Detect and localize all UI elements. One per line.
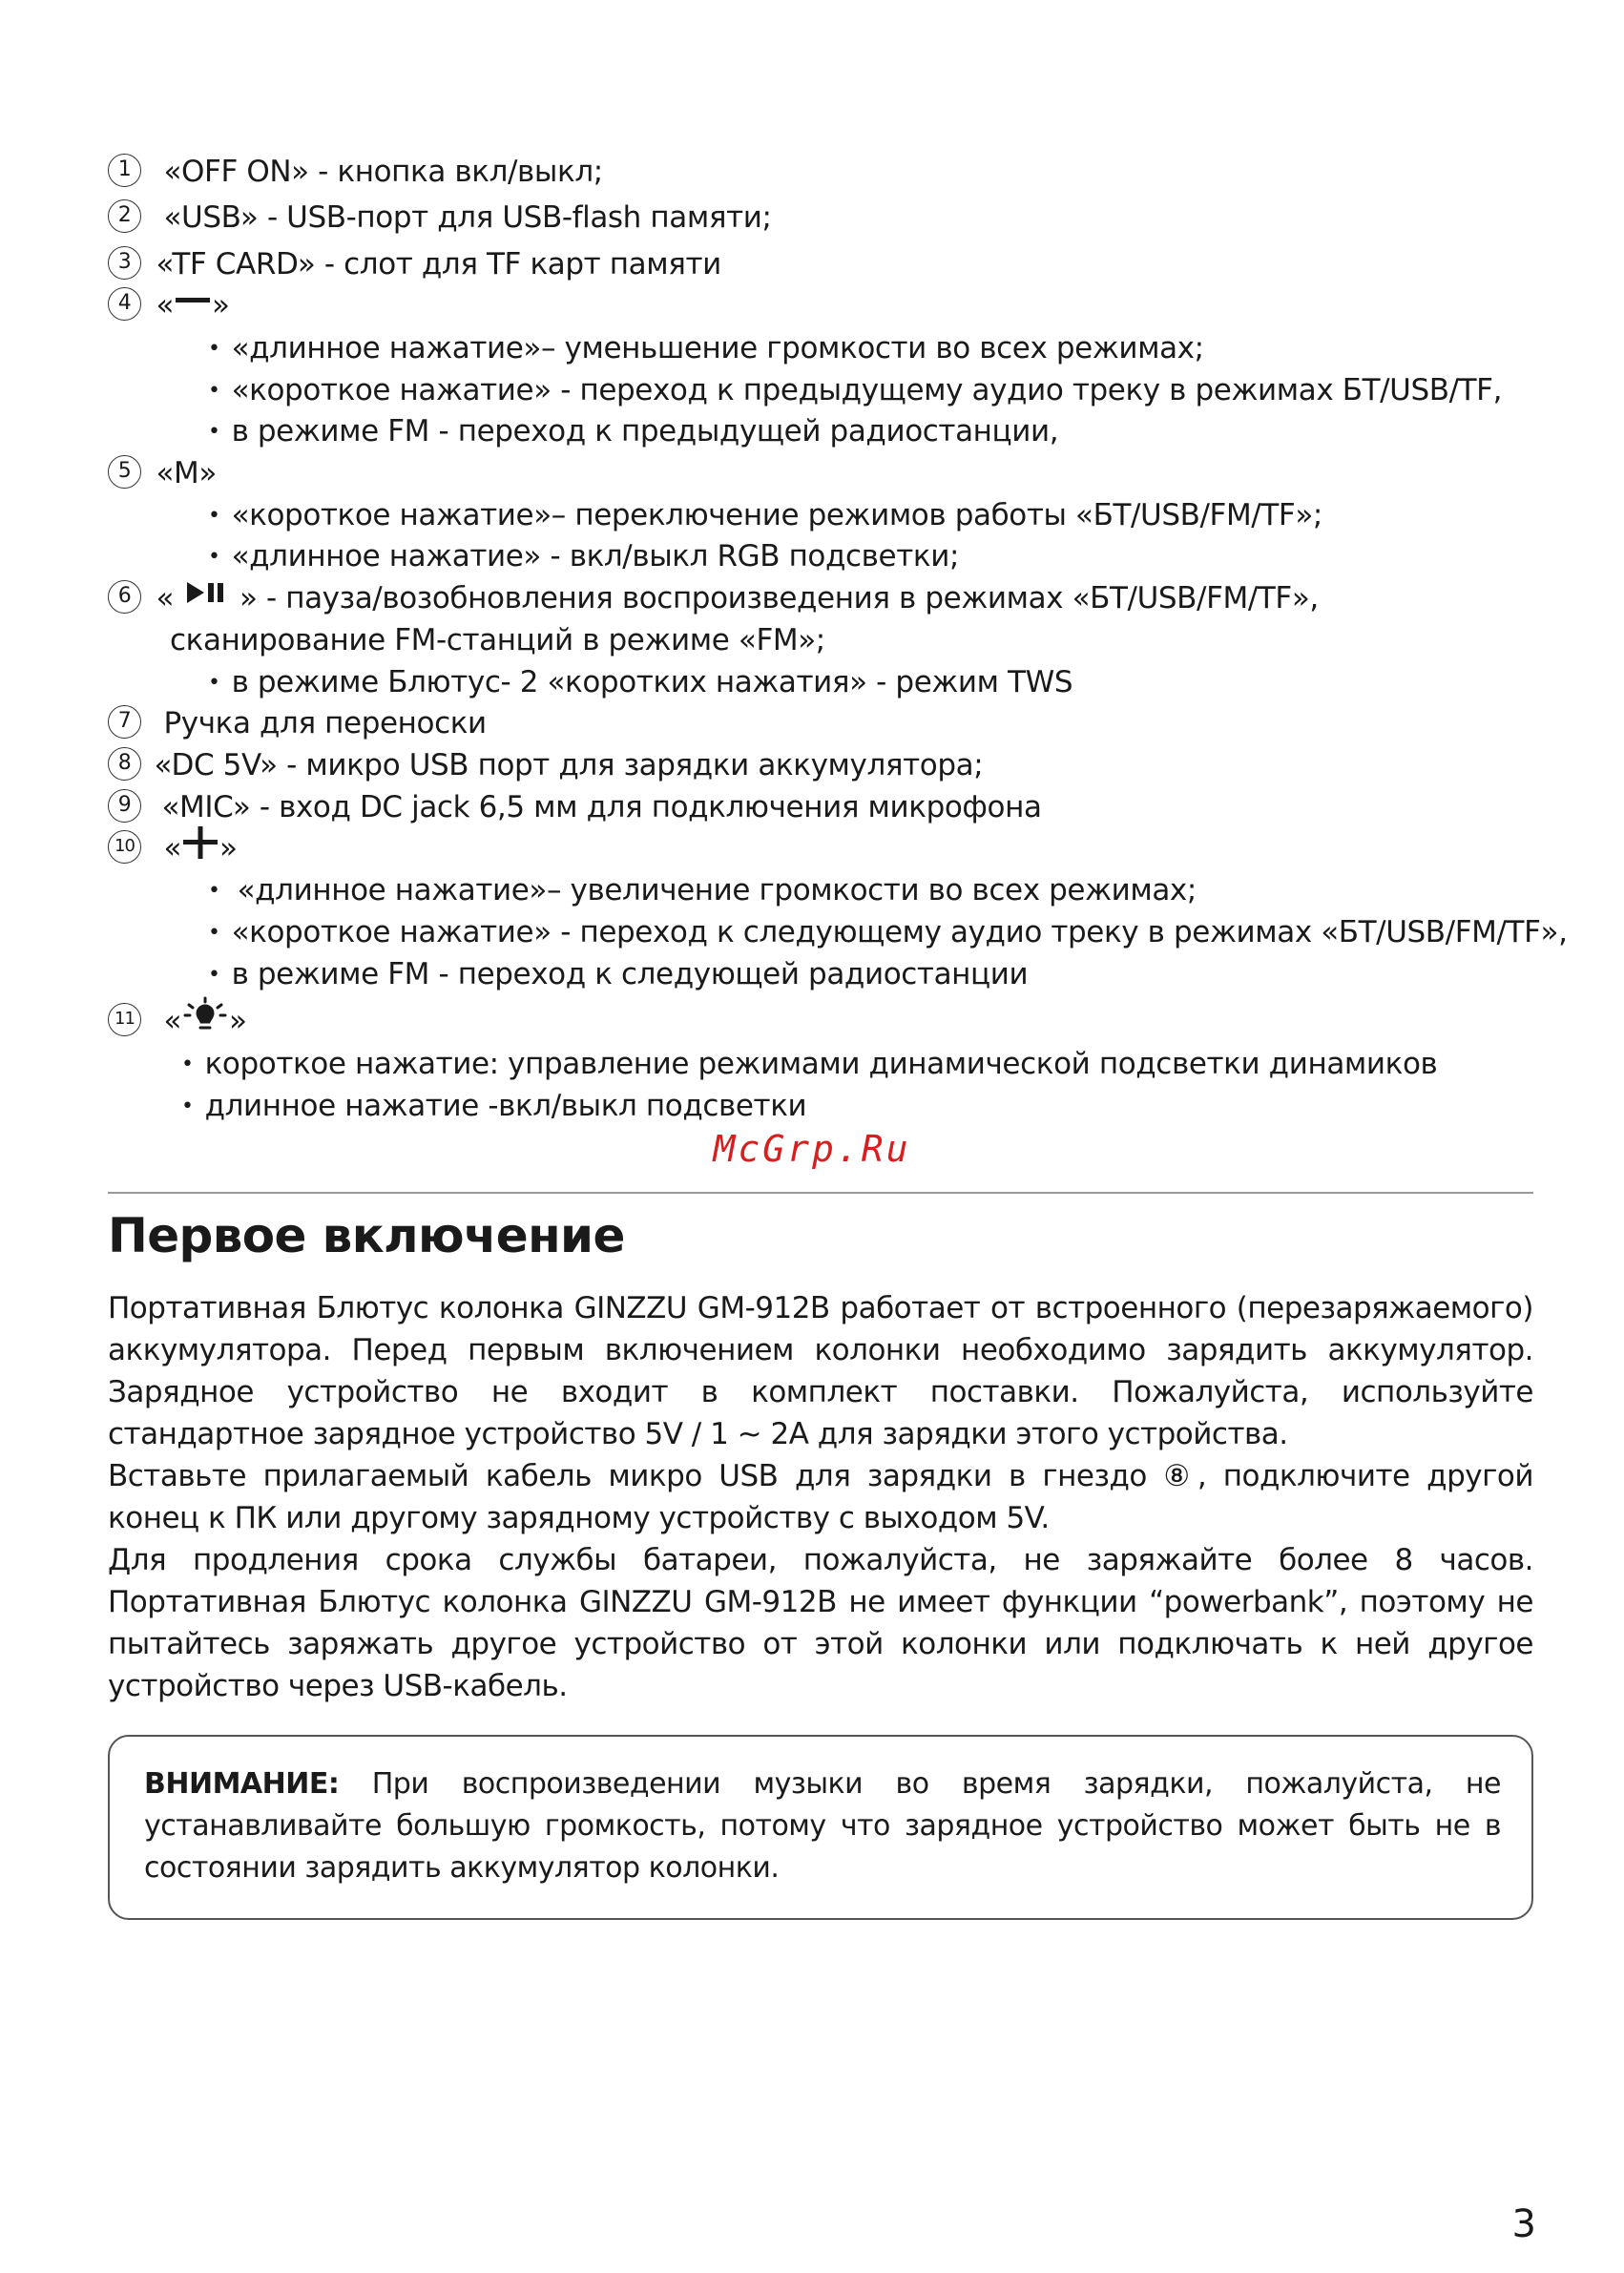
item-text: «DC 5V» - микро USB порт для зарядки аккумулятора; [154,748,984,782]
plus-icon [181,826,219,867]
minus-icon [174,285,212,323]
light-bulb-icon [181,996,229,1043]
item-number: 8 [108,747,141,781]
list-bullet: • «короткое нажатие» - переход к следующему аудио треку в режимах «БТ/USB/FM/TF», [208,915,1568,949]
list-item: 11 « » [108,1002,247,1043]
list-item [108,246,721,282]
paragraph: Для продления срока службы батареи, пожалуйста, не заряжайте более 8 часов. Портативная Блютус колонка GINZZU GM-912B не имеет функции “powerbank”, поэтому не пытайтесь заряжать другое устройство от этой колонки или подключать к ней другое устройство через USB-кабель. [108,1543,1533,1703]
list-bullet: • «длинное нажатие» - вкл/выкл RGB подсветки; [208,539,959,573]
list-bullet: • короткое нажатие: управление режимами динамической подсветки динамиков [181,1047,1438,1081]
section-title: Первое включение [108,1208,625,1263]
list-bullet: • «короткое нажатие»– переключение режимов работы «БТ/USB/FM/TF»; [208,498,1322,532]
item-text: «MIC» - вход DC jack 6,5 мм для подключения микрофона [161,790,1042,824]
item-text: «USB» - USB-порт для USB-flash памяти; [163,200,772,235]
list-item [108,455,217,491]
item-number: 3 [108,246,141,280]
item-text: «M» [156,456,217,490]
item-number: 4 [108,287,141,321]
warning-box [108,1735,1533,1920]
play-pause-icon [183,578,231,615]
item-text: Ручка для переноски [163,706,487,740]
item-number: 7 [108,705,141,739]
item-number: 2 [108,199,141,233]
paragraph: Вставьте прилагаемый кабель микро USB для зарядки в гнездо ⑧, подключите другой конец к ПК или другому зарядному устройству с выходом 5V. [108,1459,1533,1535]
list-bullet: • «длинное нажатие»– увеличение громкости во всех режимах; [208,873,1197,907]
item-number: 10 [108,830,141,864]
list-bullet: • в режиме FM - переход к следующей радиостанции [208,957,1029,991]
item-continuation: сканирование FM-станций в режиме «FM»; [170,623,825,657]
list-item [108,705,487,741]
item-text: «OFF ON» - кнопка вкл/выкл; [163,155,603,189]
watermark: McGrp.Ru [713,1128,911,1170]
list-bullet: • «длинное нажатие»– уменьшение громкости во всех режимах; [208,331,1204,365]
list-item [108,747,983,783]
list-item: 4 « » [108,287,230,323]
item-number: 1 [108,154,141,187]
item-number: 6 [108,580,141,614]
list-bullet: • в режиме FM - переход к предыдущей радиостанции, [208,414,1059,448]
list-item [108,199,772,236]
warning-text [144,1763,1501,1889]
list-bullet: • «короткое нажатие» - переход к предыдущему аудио треку в режимах БТ/USB/TF, [208,373,1503,407]
item-number: 11 [108,1003,141,1036]
item-text: «TF CARD» - слот для TF карт памяти [156,247,721,282]
list-item: 10 « » [108,830,238,867]
warning-label: ВНИМАНИЕ: [144,1767,340,1801]
paragraph: Портативная Блютус колонка GINZZU GM-912B работает от встроенного (перезаряжаемого) аккумулятора. Перед первым включением колонки необходимо зарядить аккумулятор. Зарядное устройство не входит в комплект поставки. Пожалуйста, используйте стандартное зарядное устройство 5V / 1 ~ 2A для зарядки этого устройства. [108,1291,1533,1451]
list-item [108,154,603,190]
list-item: 6 « » - пауза/возобновления воспроизведения в режимах «БТ/USB/FM/TF», [108,580,1319,616]
page-number: 3 [1511,2202,1536,2246]
section-divider [108,1192,1533,1194]
item-number: 5 [108,455,141,489]
list-item [108,789,1042,825]
list-bullet: • в режиме Блютус- 2 «коротких нажатия» - режим TWS [208,665,1073,699]
warning-body: При воспроизведении музыки во время зарядки, пожалуйста, не устанавливайте большую громкость, потому что зарядное устройство может быть не в состоянии зарядить аккумулятор колонки. [144,1767,1501,1885]
item-number: 9 [108,789,141,823]
list-bullet: • длинное нажатие -вкл/выкл подсветки [181,1089,807,1123]
